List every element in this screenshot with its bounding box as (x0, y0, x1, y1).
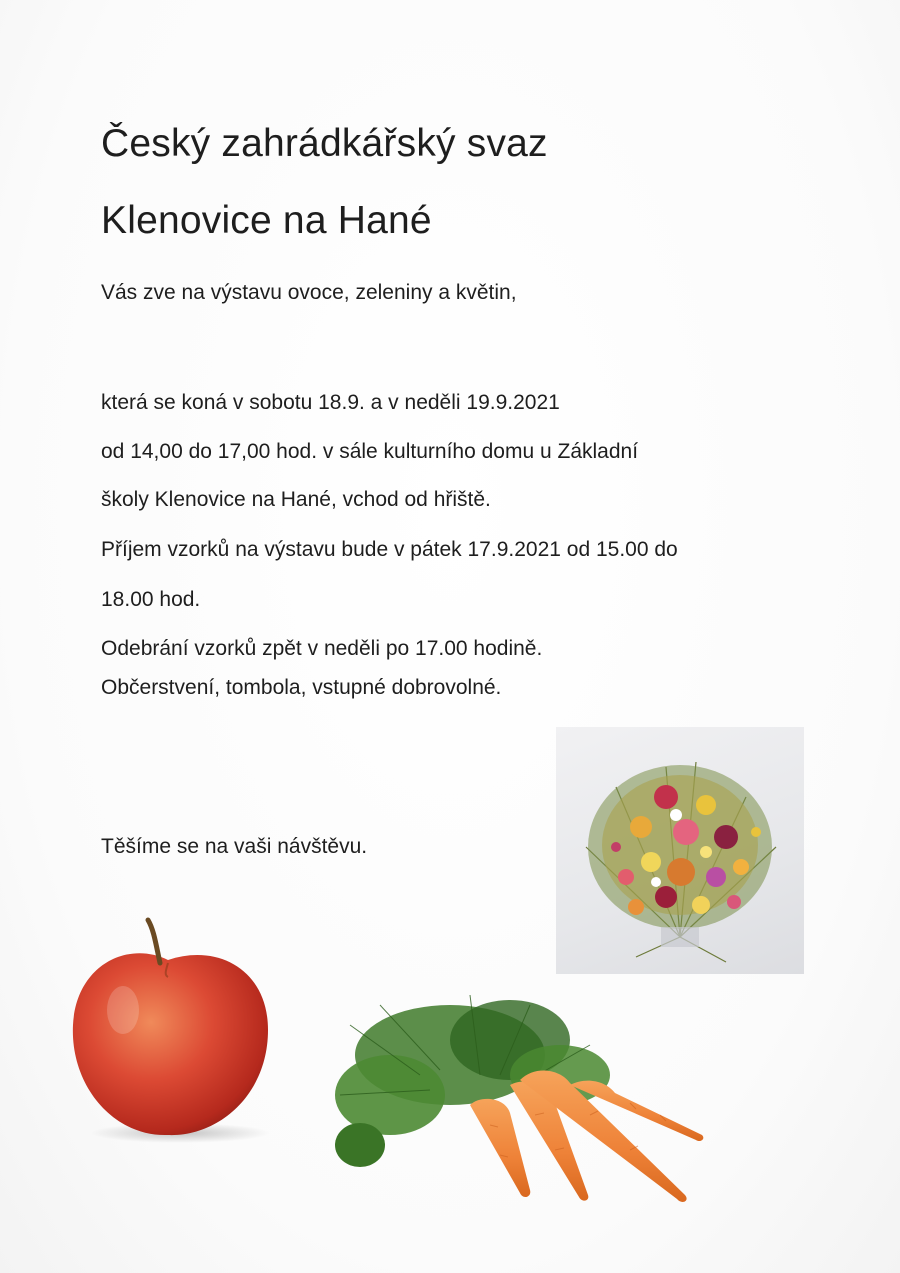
bouquet-photo (556, 727, 804, 974)
flower-bouquet-icon (556, 727, 804, 974)
event-date-line: která se koná v sobotu 18.9. a v neděli 19.9.2021 (101, 391, 560, 414)
carrot-icon (330, 985, 705, 1205)
title-organization: Český zahrádkářský svaz (101, 122, 548, 165)
welcome-message: Těšíme se na vaši návštěvu. (101, 835, 368, 858)
sample-intake-time-line: 18.00 hod. (101, 588, 201, 611)
event-entrance-line: školy Klenovice na Hané, vchod od hřiště. (101, 488, 491, 511)
invitation-text: Vás zve na výstavu ovoce, zeleniny a květin, (101, 281, 517, 304)
apple-icon (68, 915, 273, 1145)
sample-intake-line: Příjem vzorků na výstavu bude v pátek 17.9.2021 od 15.00 do (101, 538, 678, 561)
sample-removal-line: Odebrání vzorků zpět v neděli po 17.00 hodině. (101, 637, 543, 660)
title-location: Klenovice na Hané (101, 199, 432, 242)
carrots-photo (330, 985, 705, 1205)
apple-photo (68, 915, 273, 1145)
refreshments-line: Občerstvení, tombola, vstupné dobrovolné. (101, 676, 502, 699)
event-time-place-line: od 14,00 do 17,00 hod. v sále kulturního domu u Základní (101, 440, 639, 463)
